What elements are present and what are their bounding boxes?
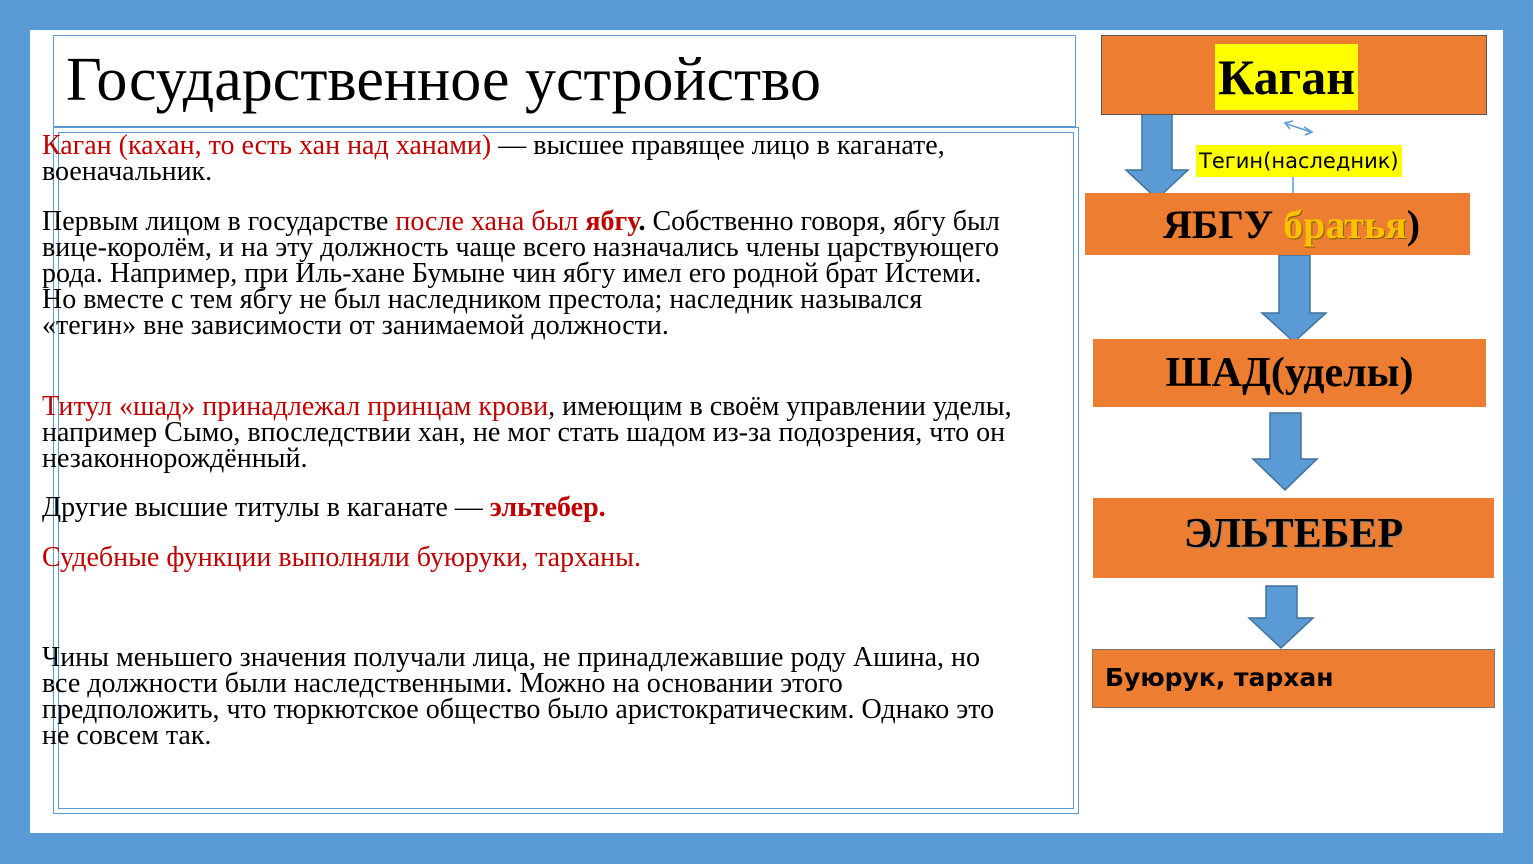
bullet-text-segment: Первым лицом в государстве [42, 206, 396, 237]
bullet-text-segment: ябгу [585, 206, 639, 237]
yabgu-brothers: братья [1283, 202, 1407, 247]
page-title: Государственное устройство [66, 46, 821, 114]
bullet-text-segment: Чины меньшего значения получали лица, не принадлежавшие роду Ашина, но все должности были наследственными. Можно на основании этого предположить, что тюркютское общество было аристократическим. Однако это не совсем так. [42, 642, 995, 751]
bullet-dot-icon: • [17, 645, 25, 670]
buyuruk-box [1092, 649, 1495, 708]
bullet-dot-icon: • [17, 133, 25, 158]
bullet-dot-icon: • [17, 495, 25, 520]
bullet-text-segment: Другие высшие титулы в каганате — [42, 492, 490, 523]
yabgu-label [1163, 201, 1420, 249]
bullet-text-segment: Титул «шад» принадлежал принцам крови [42, 391, 549, 422]
shad-box [1093, 339, 1486, 407]
shad-label: ШАД(уделы) [1165, 350, 1414, 396]
kagan-box [1101, 35, 1487, 115]
elteber-label: ЭЛЬТЕБЕР [1183, 511, 1404, 557]
bullet-dot-icon: • [17, 545, 25, 570]
bullet-text-segment: — высшее правящее лицо в каганате, военачальник. [42, 130, 945, 187]
bullet-text-segment: Собственно говоря, ябгу был вице-королём, и на эту должность чаще всего назначались члены царствующего рода. Например, при Иль-хане Бумыне чин ябгу имел его родной брат Истеми. Но вместе с тем ябгу не был наследником престола; наследник назывался «тегин» вне зависимости от занимаемой должности. [42, 206, 1000, 341]
bullet-text-segment: . [638, 206, 653, 237]
kagan-label: Каган [1215, 44, 1358, 110]
bullet-text-segment: Каган (кахан, то есть хан над ханами) [42, 130, 492, 161]
arrow-down-icon [1249, 586, 1313, 648]
bullet-text-segment: , имеющим в своём управлении уделы, например Сымо, впоследствии хан, не мог стать шадом из-за подозрения, что он незаконнорождённый. [42, 391, 1012, 474]
arrow-down-icon [1253, 413, 1317, 490]
bullet-text-segment: Судебные функции выполняли буюруки, тарханы. [42, 542, 641, 573]
arrow-down-icon [1262, 255, 1326, 342]
bullet-text-segment: после хана был [395, 206, 586, 237]
bullet-dot-icon: • [17, 394, 25, 419]
tegin-label: Тегин(наследник) [1196, 145, 1402, 177]
yabgu-title: ЯБГУ [1163, 202, 1284, 247]
yabgu-box [1085, 193, 1470, 255]
yabgu-paren: ) [1406, 202, 1421, 247]
elteber-box [1093, 498, 1494, 578]
bullet-text-segment: эльтебер. [489, 492, 606, 523]
double-arrow-icon [1285, 121, 1312, 135]
arrow-down-icon [1126, 113, 1188, 199]
buyuruk-label: Буюрук, тархан [1105, 663, 1334, 692]
bullet-dot-icon: • [17, 209, 25, 234]
